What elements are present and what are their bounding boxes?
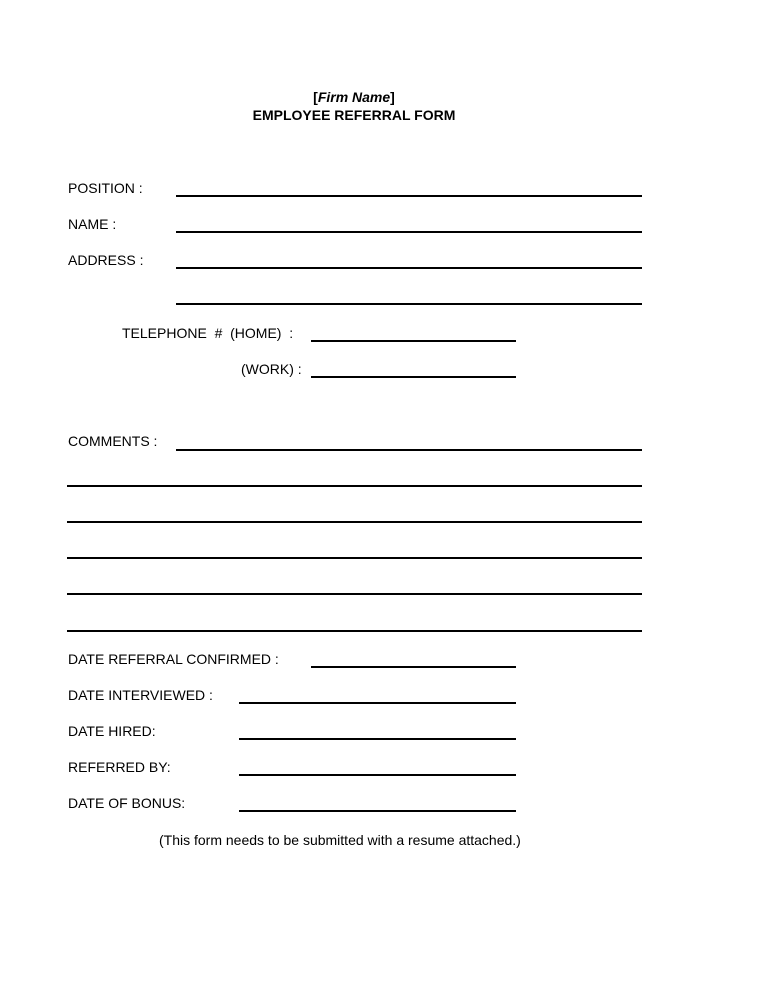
name-label: NAME : xyxy=(68,216,117,232)
firm-name: [Firm Name] xyxy=(313,89,395,105)
date-of-bonus-field[interactable] xyxy=(239,810,516,812)
form-title: EMPLOYEE REFERRAL FORM xyxy=(252,107,456,123)
date-referral-confirmed-label: DATE REFERRAL CONFIRMED : xyxy=(68,651,279,667)
position-field[interactable] xyxy=(176,195,642,197)
comments-field-line-1[interactable] xyxy=(176,449,642,451)
telephone-work-field[interactable] xyxy=(311,376,516,378)
telephone-work-label: (WORK) : xyxy=(241,361,302,377)
address-label: ADDRESS : xyxy=(68,252,144,268)
date-hired-label: DATE HIRED: xyxy=(68,723,156,739)
referred-by-label: REFERRED BY: xyxy=(68,759,171,775)
comments-field-line-6[interactable] xyxy=(67,630,642,632)
position-label: POSITION : xyxy=(68,180,143,196)
name-field[interactable] xyxy=(176,231,642,233)
date-hired-field[interactable] xyxy=(239,738,516,740)
comments-field-line-5[interactable] xyxy=(67,593,642,595)
address-field-line-1[interactable] xyxy=(176,267,642,269)
comments-label: COMMENTS : xyxy=(68,433,158,449)
date-interviewed-label: DATE INTERVIEWED : xyxy=(68,687,213,703)
comments-field-line-2[interactable] xyxy=(67,485,642,487)
telephone-home-field[interactable] xyxy=(311,340,516,342)
address-field-line-2[interactable] xyxy=(176,303,642,305)
footer-note: (This form needs to be submitted with a resume attached.) xyxy=(159,832,521,848)
comments-field-line-4[interactable] xyxy=(67,557,642,559)
date-referral-confirmed-field[interactable] xyxy=(311,666,516,668)
referred-by-field[interactable] xyxy=(239,774,516,776)
comments-field-line-3[interactable] xyxy=(67,521,642,523)
date-interviewed-field[interactable] xyxy=(239,702,516,704)
date-of-bonus-label: DATE OF BONUS: xyxy=(68,795,186,811)
telephone-home-label: TELEPHONE # (HOME) : xyxy=(122,325,294,341)
